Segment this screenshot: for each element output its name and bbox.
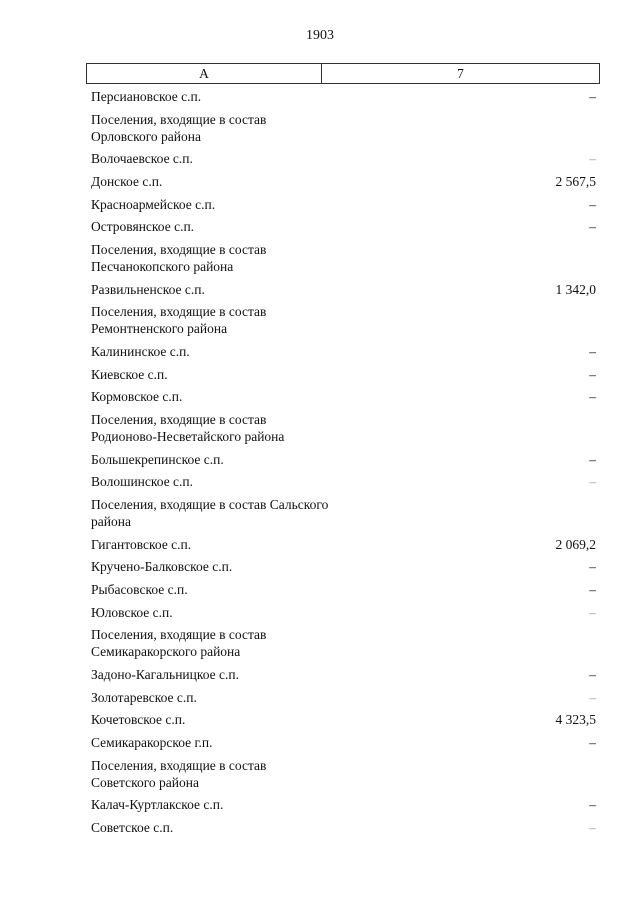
row-name: Калач-Куртлакское с.п.: [91, 797, 224, 813]
row-name: Задоно-Кагальницкое с.п.: [91, 666, 239, 682]
column-header-a: А: [87, 64, 322, 83]
row-name: Кручено-Балковское с.п.: [91, 559, 233, 575]
row-value: –: [589, 797, 596, 813]
row-name: Рыбасовское с.п.: [91, 581, 188, 597]
table-section-heading-row: [91, 757, 596, 797]
row-name: Кормовское с.п.: [91, 389, 183, 405]
row-name: Поселения, входящие в состав Ремонтненского района: [91, 304, 267, 337]
row-value: –: [589, 89, 596, 104]
row-name: Поселения, входящие в состав Советского района: [91, 757, 267, 790]
table-row: [91, 734, 596, 757]
row-value: –: [589, 559, 596, 575]
table-row: [91, 173, 596, 196]
page-number: 1903: [306, 28, 334, 43]
row-value: –: [589, 151, 596, 167]
row-name: Советское с.п.: [91, 819, 174, 835]
table-section-heading-row: [91, 626, 596, 666]
table-section-heading-row: [91, 411, 596, 451]
row-value: –: [589, 389, 596, 405]
row-value: –: [589, 451, 596, 467]
row-name: Поселения, входящие в состав Песчанокопского района: [91, 242, 267, 275]
row-name: Поселения, входящие в состав Сальского района: [91, 496, 329, 529]
table-row: [91, 451, 596, 474]
table-row: [91, 388, 596, 411]
row-name: Островянское с.п.: [91, 219, 195, 235]
table-row: [91, 88, 596, 111]
table-row: [91, 281, 596, 304]
table-row: [91, 689, 596, 712]
table-row: [91, 536, 596, 559]
row-name: Золотаревское с.п.: [91, 689, 197, 705]
row-value: –: [589, 734, 596, 750]
row-value: –: [589, 819, 596, 835]
table-row: [91, 150, 596, 173]
row-name: Поселения, входящие в состав Родионово-Несветайского района: [91, 411, 285, 444]
row-name: Поселения, входящие в состав Орловского района: [91, 111, 267, 144]
table-section-heading-row: [91, 303, 596, 343]
row-name: Развильненское с.п.: [91, 281, 205, 297]
table-row: [91, 473, 596, 496]
row-name: Донское с.п.: [91, 173, 163, 189]
column-header-7: 7: [457, 65, 464, 81]
row-name: Персиановское с.п.: [91, 89, 202, 104]
row-value: 4 323,5: [555, 712, 596, 728]
row-value: –: [589, 219, 596, 235]
table-row: [91, 666, 596, 689]
table-row: [91, 581, 596, 604]
table-row: [91, 819, 596, 842]
row-value: –: [589, 581, 596, 597]
table-row: [91, 343, 596, 366]
table-body: [91, 88, 596, 842]
row-name: Киевское с.п.: [91, 366, 168, 382]
table-section-heading-row: [91, 496, 596, 536]
row-name: Калининское с.п.: [91, 343, 190, 359]
row-value: –: [589, 474, 596, 490]
row-name: Кочетовское с.п.: [91, 712, 186, 728]
table-row: [91, 196, 596, 219]
table-row: [91, 711, 596, 734]
row-value: –: [589, 196, 596, 212]
table-row: [91, 604, 596, 627]
row-name: Гигантовское с.п.: [91, 536, 192, 552]
table-row: [91, 218, 596, 241]
table-row: [91, 796, 596, 819]
row-value: 1 342,0: [555, 281, 596, 297]
row-value: 2 069,2: [555, 536, 596, 552]
row-value: –: [589, 666, 596, 682]
row-name: Юловское с.п.: [91, 604, 173, 620]
row-name: Волошинское с.п.: [91, 474, 194, 490]
table-section-heading-row: [91, 111, 596, 151]
row-value: –: [589, 343, 596, 359]
table-section-heading-row: [91, 241, 596, 281]
row-name: Красноармейское с.п.: [91, 196, 216, 212]
row-name: Волочаевское с.п.: [91, 151, 193, 167]
table-row: [91, 558, 596, 581]
row-name: Большекрепинское с.п.: [91, 451, 224, 467]
row-value: –: [589, 689, 596, 705]
row-value: 2 567,5: [555, 173, 596, 189]
row-name: Поселения, входящие в состав Семикаракорского района: [91, 627, 267, 660]
table-header: [86, 63, 600, 84]
row-name: Семикаракорское г.п.: [91, 734, 213, 750]
row-value: –: [589, 366, 596, 382]
row-value: –: [589, 604, 596, 620]
table-row: [91, 366, 596, 389]
